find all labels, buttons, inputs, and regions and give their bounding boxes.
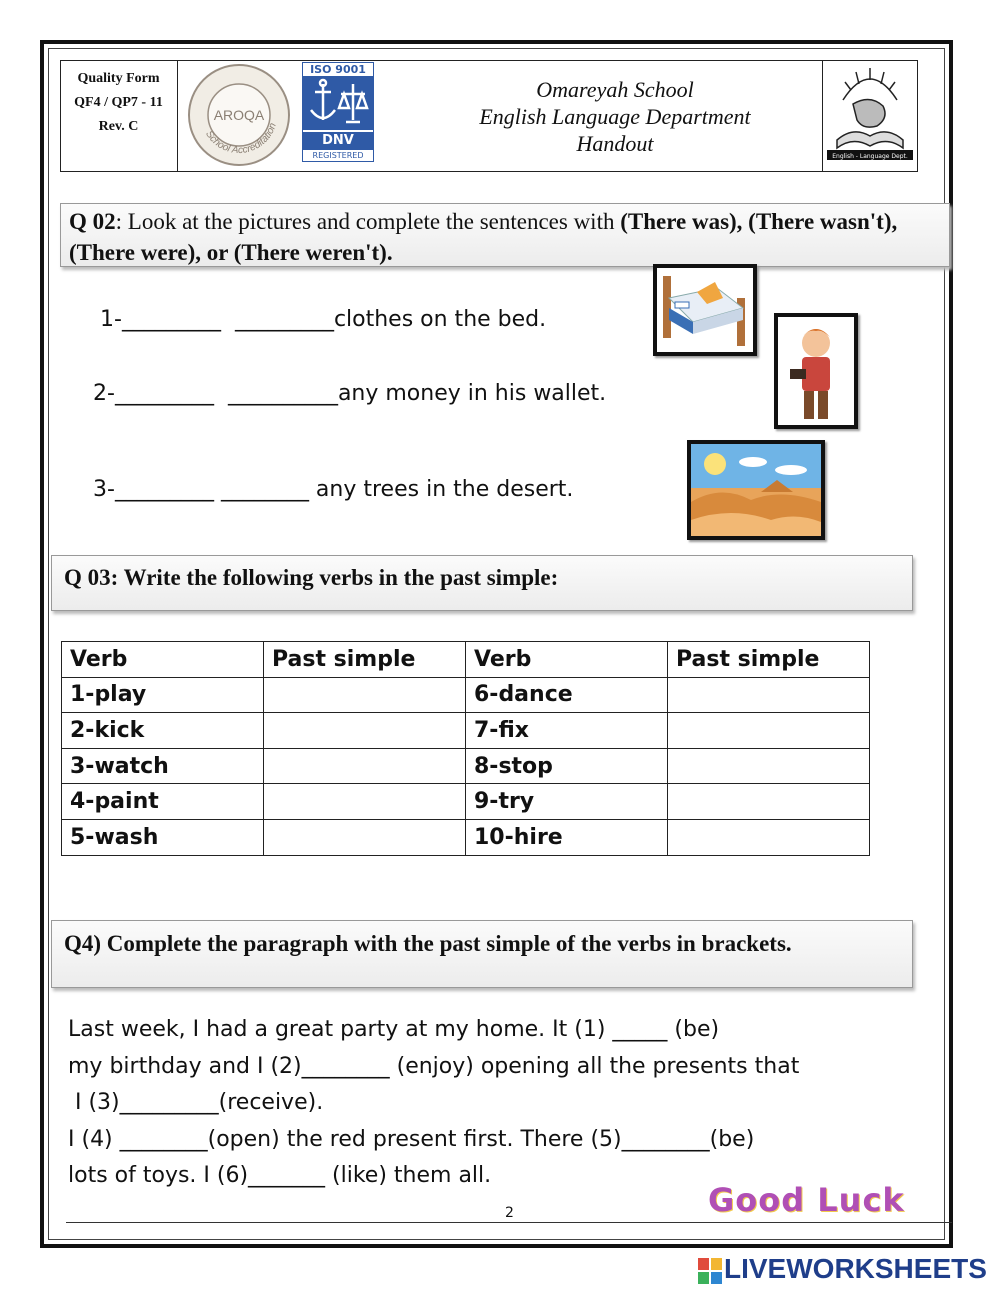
q03-instruction-box bbox=[51, 555, 913, 611]
table-row bbox=[62, 748, 870, 784]
answer-cell[interactable] bbox=[668, 784, 870, 820]
man-wallet-picture bbox=[774, 313, 858, 429]
answer-cell[interactable] bbox=[264, 748, 466, 784]
paragraph-line: my birthday and I (2)________ (enjoy) opening all the presents that bbox=[68, 1053, 800, 1079]
answer-cell[interactable] bbox=[668, 819, 870, 855]
verb-cell: 9-try bbox=[466, 784, 668, 820]
answer-cell[interactable] bbox=[668, 748, 870, 784]
q04-paragraph bbox=[68, 1012, 938, 1195]
verb-cell: 4-paint bbox=[62, 784, 264, 820]
form-code: QF4 / QP7 - 11 bbox=[74, 95, 163, 110]
sentence-text: any money in his wallet. bbox=[337, 381, 607, 406]
q03-instruction-text: : Write the following verbs in the past simple: bbox=[110, 565, 559, 590]
paragraph-line: I (4) ________(open) the red present first. There (5)________(be) bbox=[68, 1126, 755, 1152]
verb-cell: 8-stop bbox=[466, 748, 668, 784]
school-heading bbox=[400, 76, 830, 157]
column-header: Past simple bbox=[264, 642, 466, 678]
q02-sentence-1 bbox=[100, 307, 546, 332]
department-logo bbox=[823, 60, 917, 170]
revision: Rev. C bbox=[98, 119, 139, 134]
answer-cell[interactable] bbox=[668, 677, 870, 713]
registered-label: REGISTERED bbox=[312, 151, 364, 160]
good-luck-text: Good Luck bbox=[708, 1181, 905, 1219]
answer-cell[interactable] bbox=[264, 784, 466, 820]
aroqa-ring-text: School Accreditation bbox=[203, 121, 279, 157]
q02-instruction-box bbox=[60, 203, 950, 267]
q02-sentence-2 bbox=[93, 381, 606, 406]
q02-label: Q 02 bbox=[69, 209, 116, 234]
verbs-table bbox=[61, 641, 870, 856]
q02-options: (There was), (There wasn't), (There were), or (There weren't). bbox=[69, 209, 898, 265]
school-name: Omareyah School bbox=[536, 77, 694, 102]
footer-divider bbox=[66, 1222, 952, 1223]
iso-dnv-badge bbox=[302, 62, 374, 162]
department-logo-cell bbox=[822, 60, 918, 172]
paragraph-line: Last week, I had a great party at my home. It (1) _____ (be) bbox=[68, 1017, 720, 1042]
q04-instruction-box bbox=[51, 920, 913, 988]
sentence-number: 3- bbox=[93, 477, 115, 502]
q02-instruction-text: : Look at the pictures and complete the sentences with bbox=[115, 209, 621, 234]
paragraph-line: I (3)_________(receive). bbox=[68, 1090, 324, 1115]
verb-cell: 5-wash bbox=[62, 819, 264, 855]
column-header: Verb bbox=[466, 642, 668, 678]
dept-logo-caption: English - Language Dept. bbox=[832, 153, 908, 160]
answer-cell[interactable] bbox=[668, 713, 870, 749]
quality-form-cell bbox=[60, 60, 178, 172]
q02-sentence-3 bbox=[93, 477, 573, 502]
answer-cell[interactable] bbox=[264, 713, 466, 749]
answer-cell[interactable] bbox=[264, 677, 466, 713]
answer-blank[interactable]: _________ bbox=[114, 381, 214, 406]
page-number: 2 bbox=[505, 1205, 514, 1221]
verb-cell: 1-play bbox=[62, 677, 264, 713]
q04-instruction: Q4) Complete the paragraph with the past simple of the verbs in brackets. bbox=[64, 931, 792, 956]
verb-cell: 2-kick bbox=[62, 713, 264, 749]
q03-instruction bbox=[64, 562, 900, 594]
sentence-number: 2- bbox=[93, 381, 115, 406]
table-row bbox=[62, 784, 870, 820]
aroqa-text: AROQA bbox=[213, 107, 265, 123]
table-row bbox=[62, 713, 870, 749]
answer-blank[interactable]: __________ bbox=[227, 381, 338, 406]
quality-form-label: Quality Form bbox=[77, 71, 160, 86]
table-row bbox=[62, 677, 870, 713]
column-header: Verb bbox=[62, 642, 264, 678]
desert-picture bbox=[687, 440, 825, 540]
verb-cell: 7-fix bbox=[466, 713, 668, 749]
column-header: Past simple bbox=[668, 642, 870, 678]
verb-cell: 3-watch bbox=[62, 748, 264, 784]
sentence-text: any trees in the desert. bbox=[308, 477, 574, 502]
aroqa-seal-logo bbox=[186, 62, 292, 168]
sentence-text: clothes on the bed. bbox=[333, 307, 547, 332]
liveworksheets-brand[interactable]: LIVEWORKSHEETS bbox=[724, 1253, 987, 1284]
bed-clothes-picture bbox=[653, 264, 757, 356]
answer-blank[interactable]: ________ bbox=[220, 477, 309, 502]
q02-instruction bbox=[69, 206, 941, 268]
anchor-scales-icon bbox=[303, 76, 373, 130]
table-row bbox=[62, 819, 870, 855]
dnv-label: DNV bbox=[303, 132, 373, 150]
q03-label: Q 03 bbox=[64, 565, 111, 590]
paragraph-line: lots of toys. I (6)_______ (like) them all. bbox=[68, 1163, 492, 1188]
answer-blank[interactable]: _________ bbox=[234, 307, 334, 332]
sentence-number: 1- bbox=[100, 307, 122, 332]
answer-blank[interactable]: _________ bbox=[114, 477, 214, 502]
iso-label: ISO 9001 bbox=[310, 63, 366, 76]
department-name: English Language Department bbox=[479, 104, 751, 129]
answer-cell[interactable] bbox=[264, 819, 466, 855]
answer-blank[interactable]: _________ bbox=[121, 307, 221, 332]
document-type: Handout bbox=[576, 131, 654, 156]
verb-cell: 6-dance bbox=[466, 677, 668, 713]
table-header-row bbox=[62, 642, 870, 678]
verb-cell: 10-hire bbox=[466, 819, 668, 855]
liveworksheets-logo-icon bbox=[698, 1258, 722, 1284]
